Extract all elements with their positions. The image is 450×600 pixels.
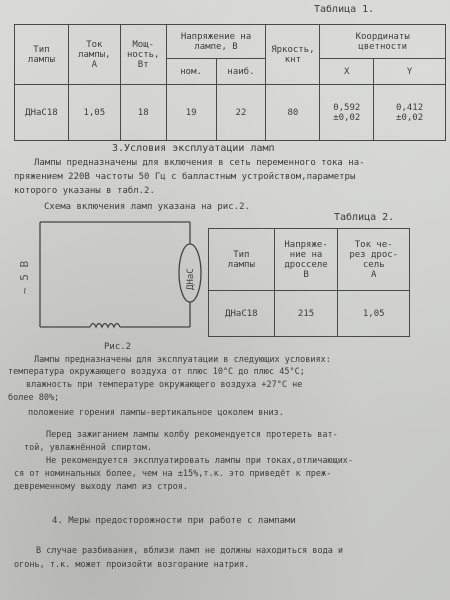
section3-p1-line3: которого указаны в табл.2.: [14, 186, 155, 196]
t1-header-max: наиб.: [216, 59, 266, 85]
conditions-line5: положение горения лампы-вертикальное цоколем вниз.: [28, 408, 284, 418]
t2-header-voltage: [274, 229, 338, 291]
conditions-line4: более 80%;: [8, 393, 60, 403]
conditions-line2: температура окружающего воздуха от плюс 10°С до плюс 45°С;: [8, 367, 305, 377]
section4-p-line2: огонь, т.к. может произойти возгорание натрия.: [14, 560, 250, 570]
t1-header-voltage-line2: лампе, В: [194, 41, 238, 52]
conditions-line1: Лампы предназначены для эксплуатации в следующих условиях:: [34, 355, 331, 365]
t1-header-voltage-line1: Напряжение на: [180, 31, 252, 42]
t1-header-x: X: [320, 59, 374, 85]
t1-cell-max: 22: [216, 85, 266, 141]
note-line3: Не рекомендуется эксплуатировать лампы при токах,отличающих-: [46, 456, 354, 466]
t1-header-coords-line1: Координаты: [355, 31, 410, 42]
t1-cell-power: 18: [120, 85, 166, 141]
t1-cell-y-tolerance: ±0,02: [396, 112, 424, 123]
t1-data-row: [15, 85, 446, 141]
t1-cell-current: 1,05: [68, 85, 120, 141]
t1-cell-y-value: 0,412: [396, 102, 424, 113]
circuit-wires: [40, 222, 190, 327]
t2-cell-type: ДНаС18: [209, 291, 275, 337]
t1-header-power-line1: Мощ-: [132, 39, 155, 50]
t1-header-brightness: [266, 25, 320, 85]
t2-header-current-line3: сель: [362, 259, 385, 270]
t1-header-y: Y: [374, 59, 446, 85]
t1-header-power-line3: Вт: [137, 59, 149, 70]
t1-header-brightness-line1: Яркость,: [271, 44, 315, 55]
table1: [14, 24, 446, 141]
t2-header-current-line1: Ток че-: [354, 239, 393, 250]
t1-header-type: [15, 25, 69, 85]
t2-header-type-line2: лампы: [227, 259, 255, 270]
t1-cell-brightness: 80: [266, 85, 320, 141]
note-line5: девременному выходу ламп из строя.: [14, 482, 188, 492]
note-line2: той, увлажнённой спиртом.: [24, 443, 152, 453]
t1-cell-x-tolerance: ±0,02: [333, 112, 361, 123]
t2-header-type-line1: Тип: [233, 249, 250, 260]
t2-data-row: [209, 291, 410, 337]
t1-header-voltage: [166, 25, 266, 59]
t1-header-type-line1: Тип: [33, 44, 50, 55]
t2-header-current: [338, 229, 410, 291]
t2-cell-current: 1,05: [338, 291, 410, 337]
t1-header-current-line1: Ток: [86, 39, 103, 50]
t1-cell-nom: 19: [166, 85, 216, 141]
section3-scheme: Схема включения ламп указана на рис.2.: [44, 202, 250, 212]
t1-header-coords: [320, 25, 446, 59]
section3-p1-line2: пряжением 220В частоты 50 Гц с балластным устройством,параметры: [14, 172, 356, 182]
t2-header-voltage-line4: В: [303, 269, 309, 280]
section3-p1-line1: Лампы предназначены для включения в сеть переменного тока на-: [34, 158, 365, 168]
t1-header-power-line2: ность,: [126, 49, 160, 60]
t1-header-type-line2: лампы: [27, 54, 55, 65]
circuit-source-label: ~ 5 В: [18, 260, 31, 294]
section3-heading: 3.Условия эксплуатации ламп: [112, 143, 275, 154]
t1-header-nom: ном.: [166, 59, 216, 85]
t1-header-power: [120, 25, 166, 85]
t1-header-brightness-line2: кнт: [284, 54, 301, 65]
figure2-caption: Рис.2: [104, 342, 132, 352]
table1-caption: Таблица 1.: [314, 4, 375, 15]
section4-heading: 4. Меры предосторожности при работе с лампами: [52, 516, 296, 526]
t2-header-voltage-line3: дросселе: [284, 259, 328, 270]
choke-coil-icon: [90, 324, 120, 328]
table2-caption: Таблица 2.: [334, 212, 395, 223]
section4-p-line1: В случае разбивания, вблизи ламп не должны находиться вода и: [36, 546, 344, 556]
table2: [208, 228, 410, 337]
note-line4: ся от номинальных более, чем на ±15%,т.к. это приведёт к преж-: [14, 469, 332, 479]
circuit-diagram: [10, 212, 210, 342]
t1-cell-y: [374, 85, 446, 141]
t1-cell-x: [320, 85, 374, 141]
t2-cell-voltage: 215: [274, 291, 338, 337]
conditions-line3: влажность при температуре окружающего воздуха +27°С не: [26, 380, 303, 390]
t1-cell-type: ДНаС18: [15, 85, 69, 141]
t1-header-current-line2: лампы,: [78, 49, 111, 60]
circuit-lamp-label: ДНаС: [186, 268, 196, 290]
t2-header-current-line2: рез дрос-: [349, 249, 399, 260]
t1-header-current-line3: А: [91, 59, 98, 70]
t2-header-current-line4: А: [371, 269, 377, 280]
t1-header-coords-line2: цветности: [358, 41, 408, 52]
note-line1: Перед зажиганием лампы колбу рекомендуется протереть ват-: [46, 430, 338, 440]
t2-header-voltage-line2: ние на: [289, 249, 323, 260]
t1-cell-x-value: 0,592: [333, 102, 361, 113]
t2-header-voltage-line1: Напряже-: [284, 239, 328, 250]
t1-header-current: [68, 25, 120, 85]
t2-header-type: [209, 229, 275, 291]
